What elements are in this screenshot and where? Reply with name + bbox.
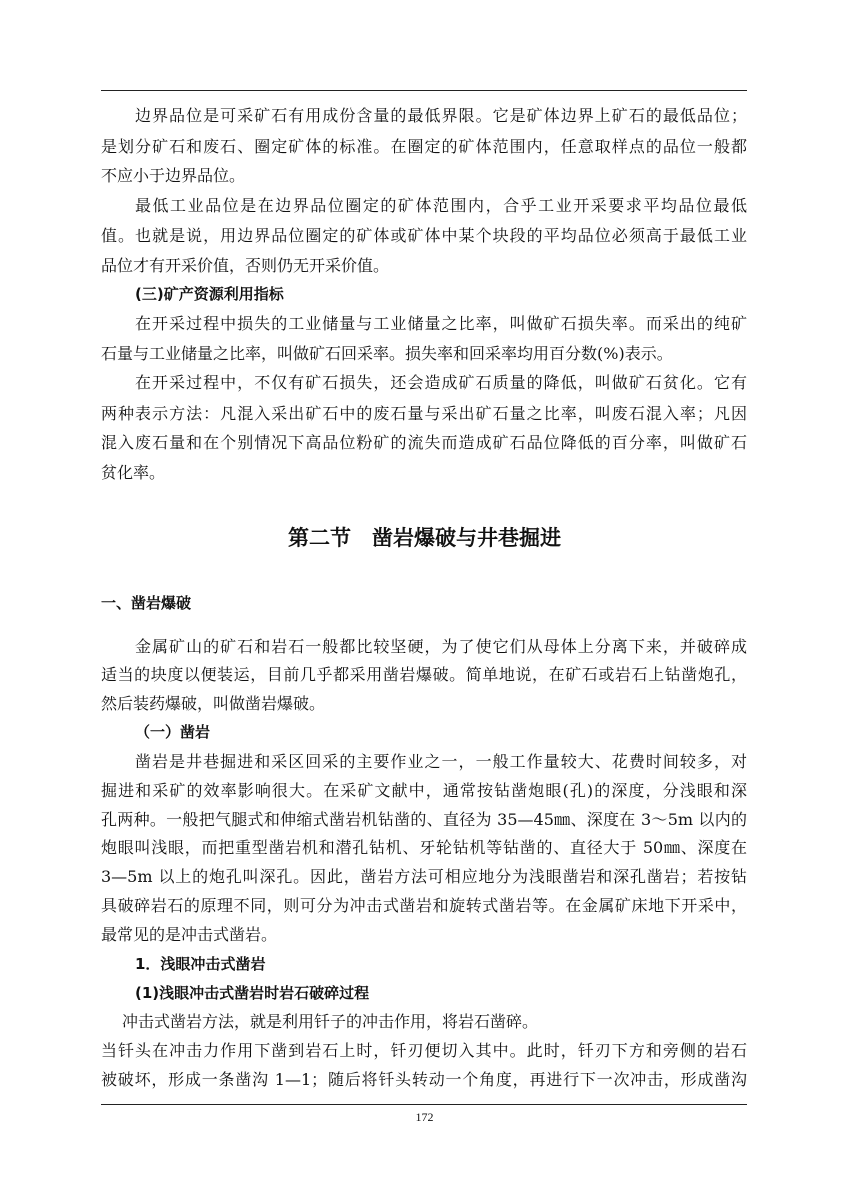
body-line: 凿岩是井巷掘进和采区回采的主要作业之一，一般工作量较大、花费时间较多，对 <box>135 752 747 771</box>
body-line: 边界品位是可采矿石有用成份含量的最低界限。它是矿体边界上矿石的最低品位； <box>135 106 747 125</box>
header-rule <box>101 90 747 91</box>
body-line: 冲击式凿岩方法，就是利用钎子的冲击作用，将岩石凿碎。 <box>122 1012 539 1031</box>
heading-level1: 一、凿岩爆破 <box>101 594 192 612</box>
body-line: 孔两种。一般把气腿式和伸缩式凿岩机钻凿的、直径为 35—45㎜、深度在 3～5m 以内的 <box>101 810 747 829</box>
body-line: 在开采过程中，不仅有矿石损失，还会造成矿石质量的降低，叫做矿石贫化。它有 <box>135 373 747 392</box>
body-line: 是划分矿石和废石、圈定矿体的标准。在圈定的矿体范围内，任意取样点的品位一般都 <box>101 137 747 156</box>
body-line: 最常见的是冲击式凿岩。 <box>101 925 278 944</box>
subsection-heading: （一）凿岩 <box>135 723 211 741</box>
body-line: 混入废石量和在个别情况下高品位粉矿的流失而造成矿石品位降低的百分率，叫做矿石 <box>101 433 747 452</box>
body-line: 炮眼叫浅眼，而把重型凿岩机和潜孔钻机、牙轮钻机等钻凿的、直径大于 50㎜、深度在 <box>101 838 747 857</box>
body-line: 然后装药爆破，叫做凿岩爆破。 <box>101 694 326 713</box>
body-line: 在开采过程中损失的工业储量与工业储量之比率，叫做矿石损失率。而采出的纯矿 <box>135 314 747 333</box>
body-line: 贫化率。 <box>101 463 166 482</box>
body-line: 适当的块度以便装运，目前几乎都采用凿岩爆破。简单地说，在矿石或岩石上钻凿炮孔， <box>101 665 747 684</box>
body-line: 掘进和采矿的效率影响很大。在采矿文献中，通常按钻凿炮眼(孔)的深度，分浅眼和深 <box>101 781 747 800</box>
body-line: 被破坏，形成一条凿沟 1—1；随后将钎头转动一个角度，再进行下一次冲击，形成凿沟 <box>101 1070 747 1089</box>
body-line: 3—5m 以上的炮孔叫深孔。因此，凿岩方法可相应地分为浅眼凿岩和深孔凿岩；若按钻 <box>101 867 747 886</box>
body-line: 具破碎岩石的原理不同，则可分为冲击式凿岩和旋转式凿岩等。在金属矿床地下开采中， <box>101 896 747 915</box>
body-line: 不应小于边界品位。 <box>101 166 246 185</box>
subsection-heading: (1)浅眼冲击式凿岩时岩石破碎过程 <box>135 984 370 1002</box>
subsection-heading: (三)矿产资源利用指标 <box>135 285 284 303</box>
body-line: 石量与工业储量之比率，叫做矿石回采率。损失率和回采率均用百分数(%)表示。 <box>101 344 673 363</box>
body-line: 金属矿山的矿石和岩石一般都比较坚硬，为了使它们从母体上分离下来，并破碎成 <box>135 637 747 656</box>
body-line: 两种表示方法：凡混入采出矿石中的废石量与采出矿石量之比率，叫废石混入率；凡因 <box>101 404 747 423</box>
body-line: 当钎头在冲击力作用下凿到岩石上时，钎刃便切入其中。此时，钎刃下方和旁侧的岩石 <box>101 1041 747 1060</box>
subsection-heading: 1．浅眼冲击式凿岩 <box>135 955 266 973</box>
body-line: 值。也就是说，用边界品位圈定的矿体或矿体中某个块段的平均品位必须高于最低工业 <box>101 226 747 245</box>
footer-rule <box>101 1104 747 1105</box>
body-line: 最低工业品位是在边界品位圈定的矿体范围内，合乎工业开采要求平均品位最低 <box>135 196 747 215</box>
section-title: 第二节 凿岩爆破与井巷掘进 <box>288 526 561 550</box>
page-number: 172 <box>415 1110 434 1124</box>
body-line: 品位才有开采价值，否则仍无开采价值。 <box>101 256 390 275</box>
